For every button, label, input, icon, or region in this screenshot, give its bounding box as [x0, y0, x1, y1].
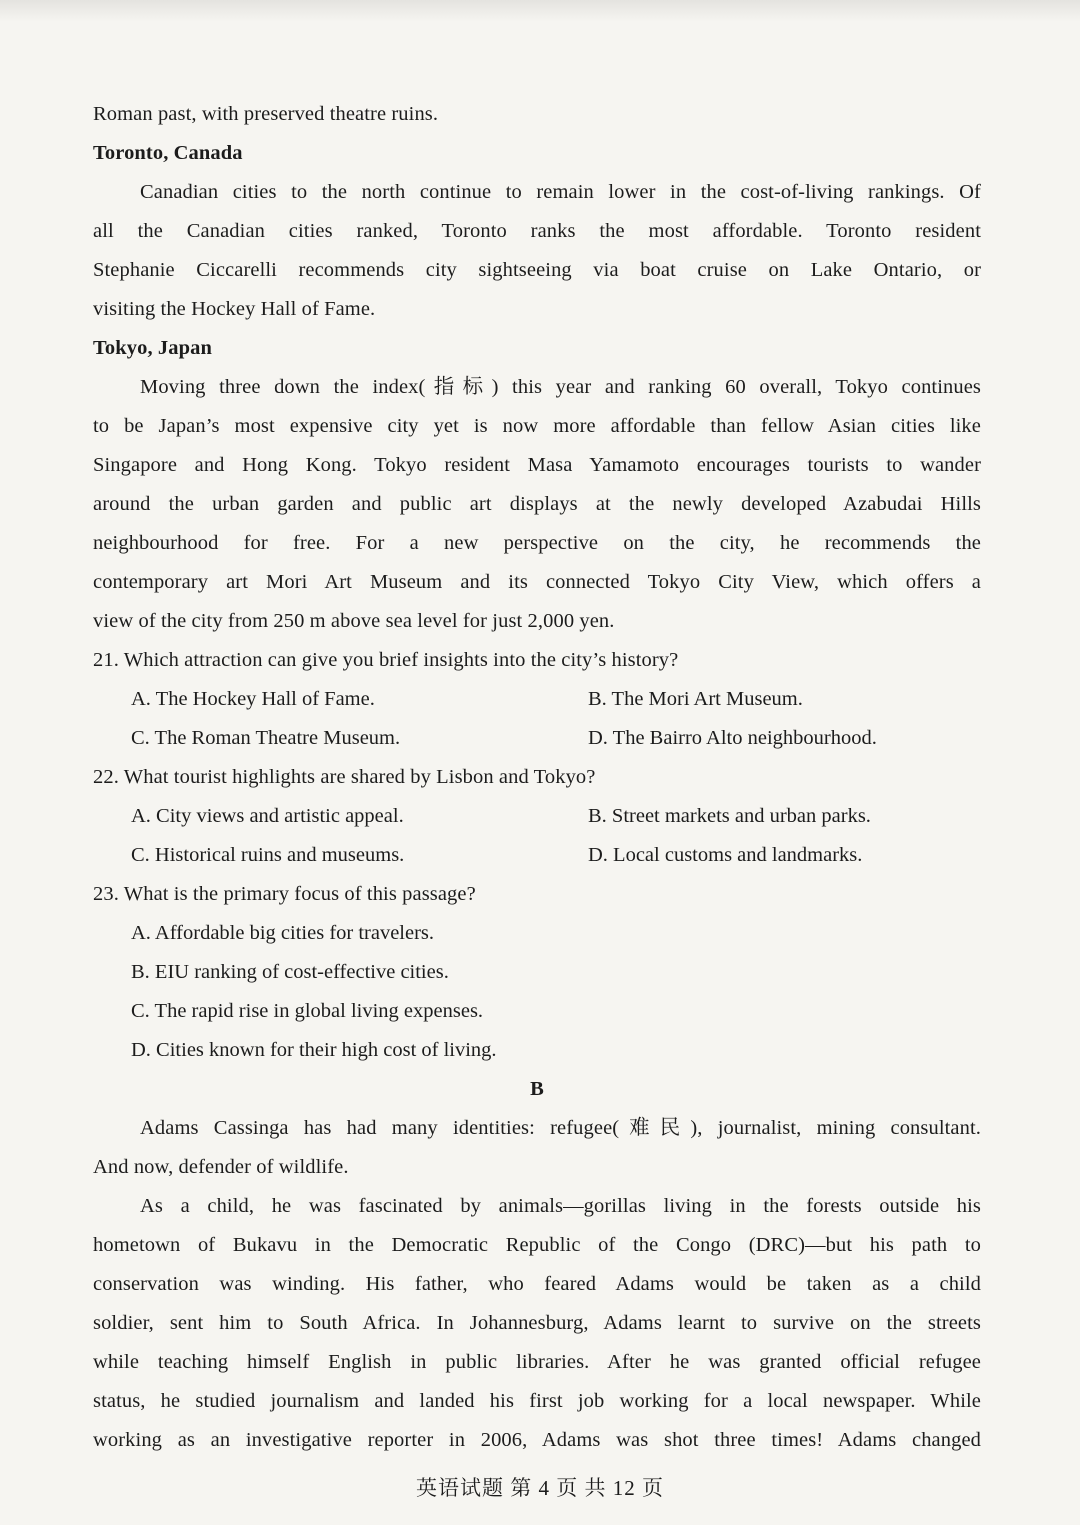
text-line: Stephanie Ciccarelli recommends city sightseeing via boat cruise on Lake Ontario, or	[93, 259, 981, 281]
text-line: Singapore and Hong Kong. Tokyo resident Masa Yamamoto encourages tourists to wander	[93, 454, 981, 476]
text-line: As a child, he was fascinated by animals—gorillas living in the forests outside his	[140, 1195, 981, 1217]
answer-option[interactable]: D. Local customs and landmarks.	[588, 844, 863, 866]
text-line: visiting the Hockey Hall of Fame.	[93, 298, 376, 320]
answer-option[interactable]: C. The rapid rise in global living expenses.	[131, 1000, 484, 1022]
text-line: Canadian cities to the north continue to remain lower in the cost-of-living rankings. Of	[140, 181, 981, 203]
text-line: working as an investigative reporter in 2006, Adams was shot three times! Adams changed	[93, 1429, 981, 1451]
text-line: to be Japan’s most expensive city yet is now more affordable than fellow Asian cities like	[93, 415, 981, 437]
city-heading: Toronto, Canada	[93, 142, 243, 164]
passage-b-lines	[93, 1109, 981, 1460]
passage-a-lines	[93, 95, 981, 641]
question-stem: 23. What is the primary focus of this passage?	[93, 883, 476, 905]
text-line: Moving three down the index(指标) this year and ranking 60 overall, Tokyo continues	[140, 376, 981, 398]
passage-content	[93, 95, 981, 1460]
answer-option[interactable]: A. City views and artistic appeal.	[131, 805, 404, 827]
text-line: Adams Cassinga has had many identities: refugee(难民), journalist, mining consultant.	[140, 1117, 981, 1139]
answer-option[interactable]: A. Affordable big cities for travelers.	[131, 922, 435, 944]
question	[93, 758, 981, 875]
scan-edge	[0, 0, 1080, 22]
answer-option[interactable]: B. The Mori Art Museum.	[588, 688, 803, 710]
text-line: view of the city from 250 m above sea level for just 2,000 yen.	[93, 610, 615, 632]
answer-option[interactable]: D. The Bairro Alto neighbourhood.	[588, 727, 877, 749]
text-line: all the Canadian cities ranked, Toronto ranks the most affordable. Toronto resident	[93, 220, 981, 242]
question-stem: 21. Which attraction can give you brief insights into the city’s history?	[93, 649, 679, 671]
section-b-heading: B	[530, 1078, 544, 1100]
option-row	[93, 836, 981, 875]
question-block	[93, 641, 981, 1070]
text-line: hometown of Bukavu in the Democratic Republic of the Congo (DRC)—but his path to	[93, 1234, 981, 1256]
text-line: status, he studied journalism and landed his first job working for a local newspaper. While	[93, 1390, 981, 1412]
answer-option[interactable]: C. Historical ruins and museums.	[131, 844, 405, 866]
answer-option[interactable]: D. Cities known for their high cost of living.	[131, 1039, 497, 1061]
question	[93, 875, 981, 1070]
text-line: And now, defender of wildlife.	[93, 1156, 349, 1178]
question-stem: 22. What tourist highlights are shared by Lisbon and Tokyo?	[93, 766, 596, 788]
page-footer: 英语试题 第 4 页 共 12 页	[416, 1476, 664, 1500]
option-row	[93, 797, 981, 836]
answer-option[interactable]: B. EIU ranking of cost-effective cities.	[131, 961, 449, 983]
question	[93, 641, 981, 758]
text-line: soldier, sent him to South Africa. In Johannesburg, Adams learnt to survive on the streets	[93, 1312, 981, 1334]
option-row	[93, 719, 981, 758]
answer-option[interactable]: C. The Roman Theatre Museum.	[131, 727, 401, 749]
text-line: while teaching himself English in public libraries. After he was granted official refugee	[93, 1351, 981, 1373]
text-line: neighbourhood for free. For a new perspective on the city, he recommends the	[93, 532, 981, 554]
option-row	[93, 680, 981, 719]
text-line: contemporary art Mori Art Museum and its connected Tokyo City View, which offers a	[93, 571, 981, 593]
city-heading: Tokyo, Japan	[93, 337, 212, 359]
answer-option[interactable]: B. Street markets and urban parks.	[588, 805, 871, 827]
text-line: conservation was winding. His father, who feared Adams would be taken as a child	[93, 1273, 981, 1295]
answer-option[interactable]: A. The Hockey Hall of Fame.	[131, 688, 375, 710]
text-line: around the urban garden and public art displays at the newly developed Azabudai Hills	[93, 493, 981, 515]
text-line: Roman past, with preserved theatre ruins.	[93, 103, 439, 125]
